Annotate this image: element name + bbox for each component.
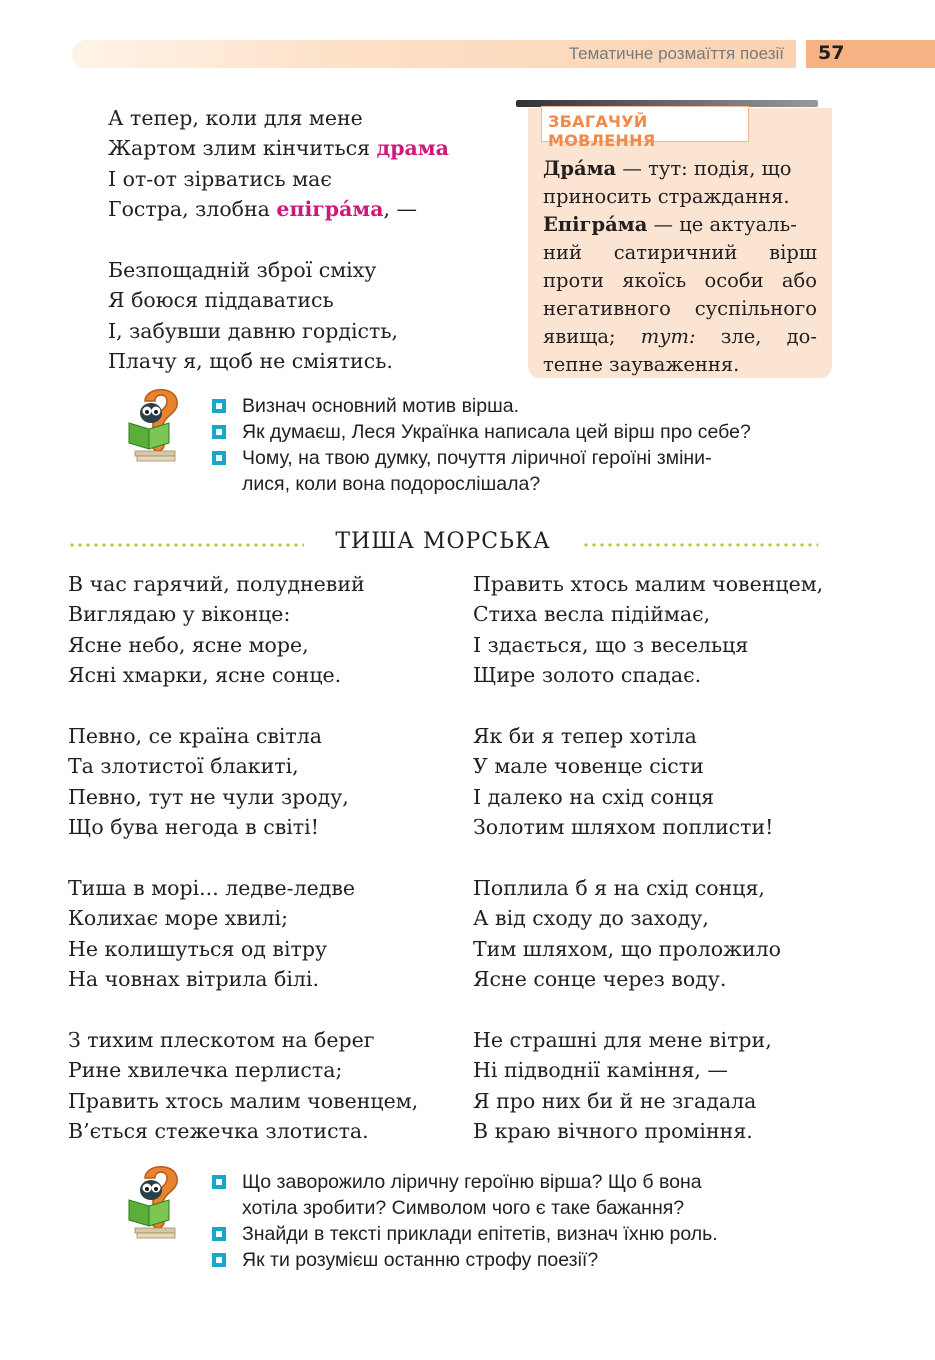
poem-line: Колихає море хвилі;: [68, 906, 288, 931]
poem-line: Та злотистої блакиті,: [68, 754, 299, 779]
poem-line: Золотим шляхом поплисти!: [473, 815, 774, 840]
poem-line: Я боюся піддаватись: [108, 288, 334, 313]
poem-line: З тихим плескотом на берег: [68, 1027, 375, 1052]
square-bullet-icon: [212, 1227, 226, 1241]
question-item: Як думаєш, Леся Українка написала цей вірш про себе?: [212, 419, 822, 445]
title-dotted-line-right: [582, 543, 818, 547]
square-bullet-icon: [212, 1175, 226, 1189]
poem-line: На човнах вітрила білі.: [68, 967, 319, 992]
vocab-line: явища; тут: зле, до-: [543, 325, 817, 348]
poem-line: Безпощадній зброї сміху: [108, 257, 377, 282]
poem-line: Я про них би й не згадала: [473, 1088, 757, 1113]
poem-line: Певно, се країна світла: [68, 723, 322, 748]
questions-bottom: [212, 1169, 822, 1273]
poem-line: Не колишуться од вітру: [68, 936, 328, 961]
question-mark-reader-icon: [125, 383, 187, 463]
poem-line: У мале човенце сісти: [473, 754, 704, 779]
poem-line: Гостра, злобна епігра́ма, —: [108, 197, 418, 222]
poem-line: Править хтось малим човенцем,: [68, 1088, 419, 1113]
poem-line: Тиша в морі... ледве-ледве: [68, 875, 356, 900]
vocab-line: тепне зауваження.: [543, 353, 740, 376]
square-bullet-icon: [212, 451, 226, 465]
poem-line: Певно, тут не чули зроду,: [68, 784, 349, 809]
poem-title: ТИША МОРСЬКА: [335, 529, 551, 554]
vocab-term-drama: Дра́ма: [543, 157, 617, 180]
question-item: Визнач основний мотив вірша.: [212, 393, 822, 419]
poem-line: Ясне сонце через воду.: [473, 967, 727, 992]
highlight-drama: драма: [376, 136, 449, 161]
header-bar: [72, 40, 796, 68]
poem-line: І далеко на схід сонця: [473, 784, 715, 809]
poem-line: І от-от зірватись має: [108, 166, 332, 191]
vocab-line: негативного суспільного: [543, 297, 817, 320]
poem-line: В краю вічного проміння.: [473, 1119, 753, 1144]
vocab-line: проти якоїсь особи або: [543, 269, 817, 292]
poem-line: Не страшні для мене вітри,: [473, 1027, 772, 1052]
vocab-label: ЗБАГАЧУЙ МОВЛЕННЯ: [548, 112, 656, 150]
question-mark-reader-icon: [125, 1160, 187, 1240]
vocab-label-box: [541, 106, 749, 150]
header-title: Тематичне розмаїття поезії: [568, 44, 784, 63]
poem-line: Стиха весла підіймає,: [473, 602, 711, 627]
poem-line: В час гарячий, полудневий: [68, 572, 365, 596]
poem-left-column: [68, 569, 418, 1146]
vocab-term-epigrama: Епігра́ма: [543, 213, 648, 236]
poem-top: [108, 103, 449, 377]
poem-line: Править хтось малим човенцем,: [473, 572, 824, 596]
poem-line: Виглядаю у віконце:: [68, 602, 291, 627]
square-bullet-icon: [212, 425, 226, 439]
poem-line: Як би я тепер хотіла: [473, 723, 697, 748]
question-item: Знайди в тексті приклади епітетів, визнач їхню роль.: [212, 1221, 822, 1247]
question-item: Що заворожило ліричну героїню вірша? Що б вона хотіла зробити? Символом чого є таке бажання?: [212, 1169, 822, 1221]
highlight-epigrama: епігра́ма: [276, 197, 384, 222]
vocab-line: Епігра́ма — це актуаль-: [543, 211, 817, 239]
poem-line: Ясні хмарки, ясне сонце.: [68, 663, 342, 688]
title-dotted-line-left: [68, 543, 304, 547]
question-item: Як ти розумієш останню строфу поезії?: [212, 1247, 822, 1273]
poem-line: Жартом злим кінчиться драма: [108, 136, 449, 161]
square-bullet-icon: [212, 399, 226, 413]
square-bullet-icon: [212, 1253, 226, 1267]
poem-line: Ясне небо, ясне море,: [68, 632, 309, 657]
poem-line: Щире золото спадає.: [473, 663, 702, 688]
questions-top: [212, 393, 822, 497]
vocab-text: [543, 155, 817, 379]
poem-line: Плачу я, щоб не сміятись.: [108, 349, 393, 374]
poem-line: Тим шляхом, що проложило: [473, 936, 781, 961]
page-number: 57: [818, 42, 845, 64]
poem-line: Рине хвилечка перлиста;: [68, 1058, 343, 1083]
poem-line: І, забувши давню гордість,: [108, 318, 399, 343]
question-item: Чому, на твою думку, почуття ліричної героїні зміни- лися, коли вона подорослішала?: [212, 445, 822, 497]
poem-line: Що бува негода в світі!: [68, 815, 319, 840]
poem-right-column: [473, 569, 823, 1146]
poem-line: І здається, що з весельця: [473, 632, 749, 657]
vocab-line: приносить страждання.: [543, 185, 790, 208]
poem-line: Поплила б я на схід сонця,: [473, 875, 765, 900]
poem-line: В’ється стежечка злотиста.: [68, 1119, 369, 1144]
poem-line: А від сходу до заходу,: [473, 906, 709, 931]
poem-line: А тепер, коли для мене: [108, 106, 363, 130]
vocab-line: ний сатиричний вірш: [543, 241, 817, 264]
vocab-line: Дра́ма — тут: подія, що: [543, 155, 817, 183]
poem-line: Ні підводнії каміння, —: [473, 1058, 728, 1083]
page-number-box: [806, 40, 935, 68]
